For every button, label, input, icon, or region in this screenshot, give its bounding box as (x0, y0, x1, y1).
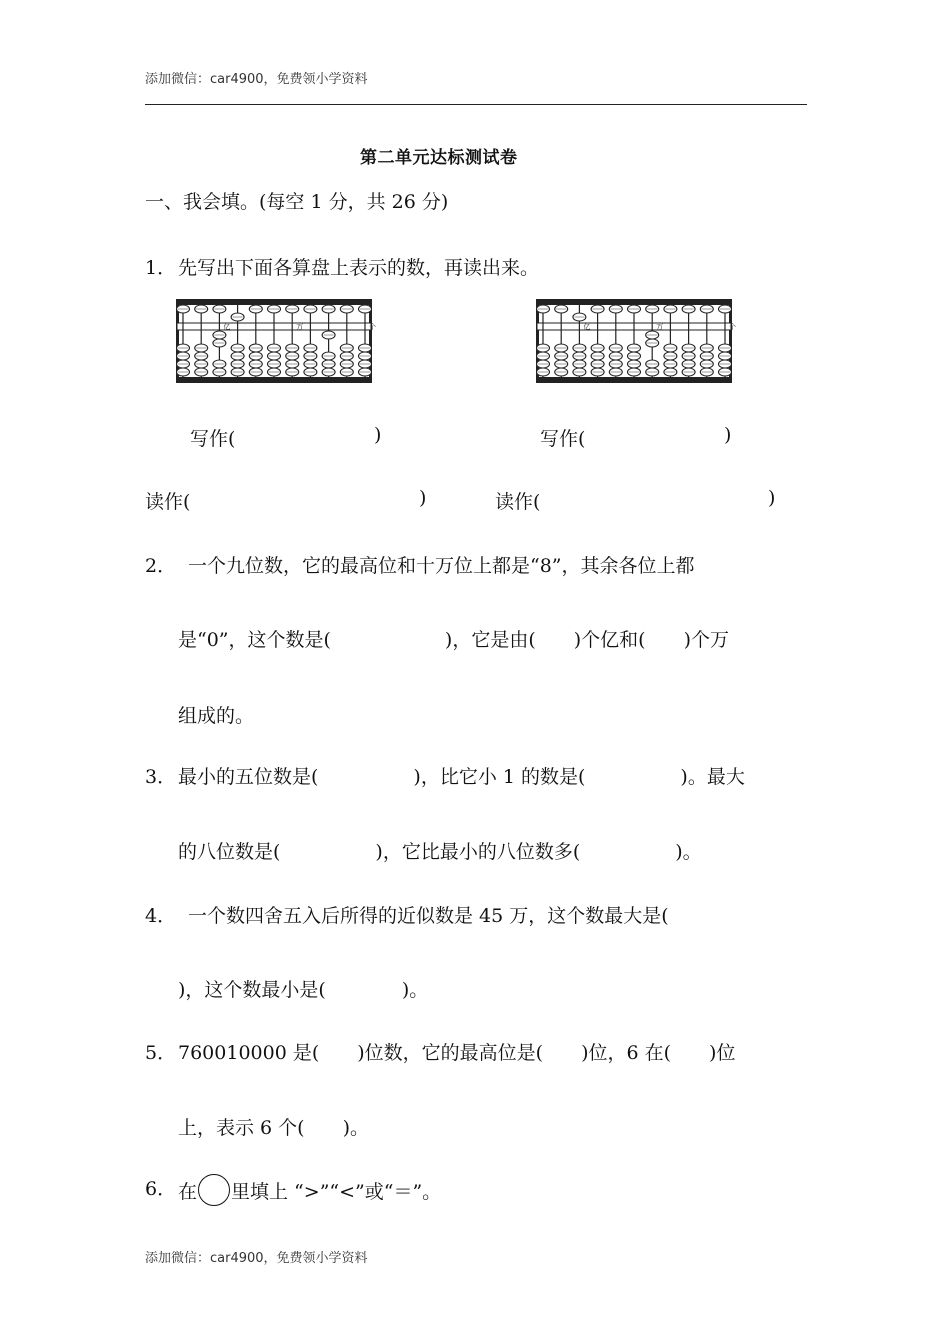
q1-read-left-label: 读作( (145, 491, 191, 513)
q1-write-right-close: ) (724, 424, 732, 446)
q2-line2: 是“0”，这个数是( )，它是由( )个亿和( )个万 (178, 629, 729, 651)
footer-watermark: 添加微信：car4900，免费领小学资料 (145, 1251, 368, 1266)
abacus-left (175, 298, 376, 384)
abacus-unit-label: 个 (369, 323, 376, 331)
q6-text-before: 在 (178, 1181, 198, 1203)
header-watermark: 添加微信：car4900，免费领小学资料 (145, 72, 368, 87)
q5-line2: 上，表示 6 个( )。 (178, 1117, 369, 1139)
q1-write-left-label: 写作( (190, 428, 236, 450)
q3-line2: 的八位数是( )，它比最小的八位数多( )。 (178, 841, 702, 863)
q6-text-after: 里填上 “>”“<”或“＝”。 (231, 1181, 442, 1203)
q1-number: 1． (145, 257, 177, 279)
q1-write-left-close: ) (374, 424, 382, 446)
q2-number: 2． (145, 555, 177, 577)
q5-number: 5． (145, 1042, 177, 1064)
q1-read-right-close: ) (768, 487, 776, 509)
q3-number: 3． (145, 766, 177, 788)
q1-read-right-label: 读作( (495, 491, 541, 513)
abacus-unit-label: 亿 (583, 323, 591, 331)
q1-text: 先写出下面各算盘上表示的数，再读出来。 (178, 257, 540, 279)
q1-write-right-label: 写作( (540, 428, 586, 450)
q5-line1: 760010000 是( )位数，它的最高位是( )位，6 在( )位 (178, 1042, 736, 1064)
q2-line1: 一个九位数，它的最高位和十万位上都是“8”，其余各位上都 (188, 555, 695, 577)
q3-line1: 最小的五位数是( )，比它小 1 的数是( )。最大 (178, 766, 745, 788)
abacus-unit-label: 万 (296, 323, 304, 331)
q6-line (178, 1174, 441, 1206)
abacus-right (535, 298, 736, 384)
q4-line1: 一个数四舍五入后所得的近似数是 45 万，这个数最大是( (188, 905, 669, 927)
q6-number: 6． (145, 1178, 177, 1200)
q2-line3: 组成的。 (178, 705, 255, 727)
page-title: 第二单元达标测试卷 (360, 148, 518, 168)
q4-number: 4． (145, 905, 177, 927)
header-rule (145, 104, 807, 105)
abacus-unit-label: 亿 (223, 323, 231, 331)
q1-read-left-close: ) (419, 487, 427, 509)
q4-line2: )，这个数最小是( )。 (178, 979, 429, 1001)
abacus-unit-label: 万 (656, 323, 664, 331)
compare-circle-icon (198, 1174, 230, 1206)
abacus-unit-label: 个 (729, 323, 736, 331)
section-heading: 一、我会填。(每空 1 分，共 26 分) (145, 191, 449, 213)
